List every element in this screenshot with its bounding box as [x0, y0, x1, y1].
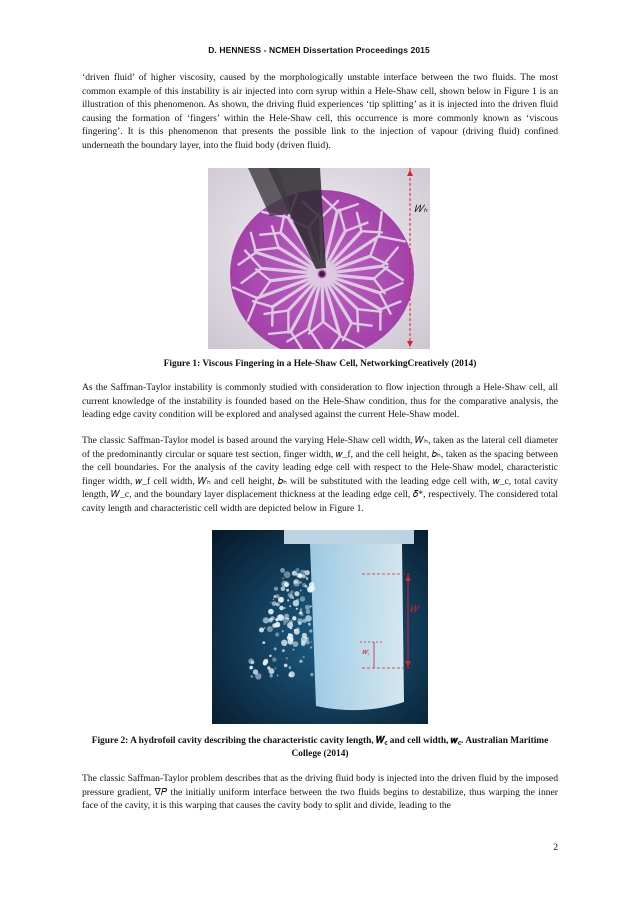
cavity-bubble: [273, 599, 275, 601]
cavity-bubble: [281, 640, 287, 646]
cavity-bubble: [288, 593, 293, 598]
cavity-bubble: [278, 597, 284, 603]
cavity-bubble: [267, 666, 270, 669]
cavity-bubble: [287, 637, 293, 643]
running-header: D. HENNESS - NCMEH Dissertation Proceedings 2015: [208, 45, 430, 55]
cavity-bubble: [251, 675, 254, 678]
cavity-bubble: [289, 620, 293, 624]
cavity-bubble: [296, 608, 298, 610]
cavity-bubble: [272, 623, 277, 628]
cavity-bubble: [274, 647, 277, 650]
cavity-bubble: [310, 605, 312, 607]
cavity-bubble: [302, 574, 306, 578]
cavity-bubble: [282, 578, 284, 580]
cavity-bubble: [282, 649, 285, 652]
cavity-bubble: [300, 581, 302, 583]
figure-2-hydrofoil-image: [212, 530, 428, 724]
cavity-bubble: [286, 657, 288, 659]
cavity-bubble: [273, 595, 276, 598]
cavity-bubble: [269, 655, 272, 658]
page-number: 2: [553, 842, 558, 853]
cavity-bubble: [294, 579, 300, 585]
cavity-bubble: [288, 633, 290, 635]
cavity-bubble: [287, 599, 289, 601]
viscous-finger: [322, 280, 323, 322]
paragraph-intro: ‘driven fluid’ of higher viscosity, caused by the morphologically unstable interface between the two fluids. The most common example of this instability is air injected into corn syrup within a Hele-Shaw cell, shown below in Figure 1 is an illustration of this phenomenon. As shown, the driving fluid experiences ‘tip splitting’ as it is injected into the driven fluid causing the formation of ‘fingers’ within the Hele-Shaw cell, this occurrence is more commonly known as ‘viscous fingering’. It is this phenomenon that presents the possible link to the injection of vapour (driving fluid) confined underneath the boundary layer, into the fluid body (driven fluid).: [82, 72, 558, 151]
cavity-bubble: [293, 600, 299, 606]
cavity-bubble: [289, 666, 292, 669]
cavity-bubble: [263, 617, 269, 623]
cavity-bubble: [297, 618, 303, 624]
cavity-bubble: [277, 675, 279, 677]
cavity-bubble: [292, 571, 297, 576]
cavity-bubble: [275, 632, 279, 636]
cavity-bubble: [276, 602, 280, 606]
cavity-bubble: [300, 596, 305, 601]
cavity-bubble: [264, 627, 266, 629]
cavity-bubble: [262, 641, 265, 644]
paragraph-saffman-taylor-problem: The classic Saffman-Taylor problem describes that as the driving fluid body is injected into the driven fluid by the imposed pressure gradient, ∇𝑃 the initially uniform interface between the two fluids begins to destabilize, thus warping the inner face of the cavity, it is this warping that causes the cavity body to split and divide, leading to the: [82, 773, 558, 811]
cavity-bubble: [270, 674, 273, 677]
cavity-bubble: [309, 582, 314, 587]
cavity-bubble: [269, 618, 273, 622]
cavity-bubble: [274, 667, 276, 669]
cavity-bubble: [303, 656, 305, 658]
cavity-bubble: [300, 608, 303, 611]
cavity-bubble: [259, 628, 264, 633]
cavity-bubble: [293, 641, 299, 647]
cavity-bubble: [249, 666, 253, 670]
cavity-bubble: [305, 605, 310, 610]
cavity-bubble: [263, 659, 268, 664]
figure-2-wc-label: 𝑤꜀: [362, 647, 371, 656]
cavity-bubble: [274, 587, 278, 591]
cavity-bubble: [294, 629, 300, 635]
cavity-bubble: [284, 664, 288, 668]
cavity-bubble: [306, 577, 308, 579]
cavity-bubble: [289, 605, 291, 607]
cavity-bubble: [279, 606, 284, 611]
cavity-bubble: [272, 657, 276, 661]
figure-2-caption: Figure 2: A hydrofoil cavity describing the characteristic cavity length, 𝑾꜀ and cell width, 𝒘꜀. Australian Maritime College (2014): [91, 736, 549, 759]
cavity-bubble: [308, 623, 311, 626]
viscous-fingering-illustration: [208, 168, 430, 349]
cavity-bubble: [289, 671, 295, 677]
cavity-bubble: [292, 597, 294, 599]
cavity-bubble: [303, 570, 305, 572]
cavity-bubble: [286, 589, 289, 592]
cavity-bubble: [285, 618, 287, 620]
cavity-bubble: [293, 649, 295, 651]
cavity-bubble: [251, 661, 255, 665]
cavity-bubble: [282, 630, 284, 632]
cavity-bubble: [306, 610, 310, 614]
cavity-bubble: [272, 601, 277, 606]
figure-1-wh-label: 𝑊ₕ: [414, 204, 428, 215]
figure-1-hele-shaw-image: [208, 168, 430, 349]
cavity-bubble: [300, 590, 302, 592]
cavity-bubble: [302, 619, 306, 623]
paragraph-saffman-taylor-model: The classic Saffman-Taylor model is based around the varying Hele-Shaw cell width, 𝑊ₕ, taken as the lateral cell diameter of the predominantly circular or square test section, finger width, 𝑤_f, and the cell height, 𝑏ₕ, taken as the spacing between the cell boundaries. For the analysis of the cavity leading edge cell with respect to the Hele-Shaw model, characteristic finger width, 𝑤_f cell width, 𝑊ₕ and cell height, 𝑏ₕ will be substituted with the leading edge cell with, 𝑤_c, total cavity length, 𝑊_c, and the boundary layer displacement thickness at the leading edge cell, 𝛿*, respectively. The considered total cavity length and characteristic cell width are depicted below in Figure 1.: [82, 435, 558, 514]
cavity-bubble: [299, 660, 302, 663]
viscous-finger-branch: [357, 309, 358, 331]
figure-2-w-label: 𝑊: [410, 604, 419, 614]
figure-1-caption: Figure 1: Viscous Fingering in a Hele-Shaw Cell, NetworkingCreatively (2014): [163, 359, 477, 369]
cavity-bubble: [292, 616, 296, 620]
hydrofoil-cavity-illustration: [212, 530, 428, 724]
cavity-bubble: [311, 641, 313, 643]
cavity-bubble: [280, 568, 285, 573]
cavity-bubble: [284, 571, 291, 578]
cavity-bubble: [305, 585, 308, 588]
cavity-bubble: [281, 586, 286, 591]
cavity-bubble: [255, 673, 261, 679]
cavity-bubble: [268, 609, 274, 615]
cavity-bubble: [294, 591, 299, 596]
cavity-bubble: [299, 611, 302, 614]
cavity-bubble: [310, 673, 313, 676]
cavity-bubble: [267, 626, 273, 632]
cavity-bubble: [270, 602, 272, 604]
cavity-bubble: [284, 607, 286, 609]
cavity-bubble: [284, 582, 289, 587]
paragraph-hele-shaw: As the Saffman-Taylor instability is commonly studied with consideration to flow injection through a Hele-Shaw cell, all current knowledge of the instability is founded based on the Hele-Shaw condition, thus for the comparative analysis, the leading edge cavity condition will be explored and analysed against the current Hele-Shaw model.: [82, 382, 558, 420]
cavity-bubble: [310, 646, 312, 648]
cavity-bubble: [277, 614, 283, 620]
cavity-bubble: [301, 636, 307, 642]
cavity-bubble: [309, 629, 312, 632]
